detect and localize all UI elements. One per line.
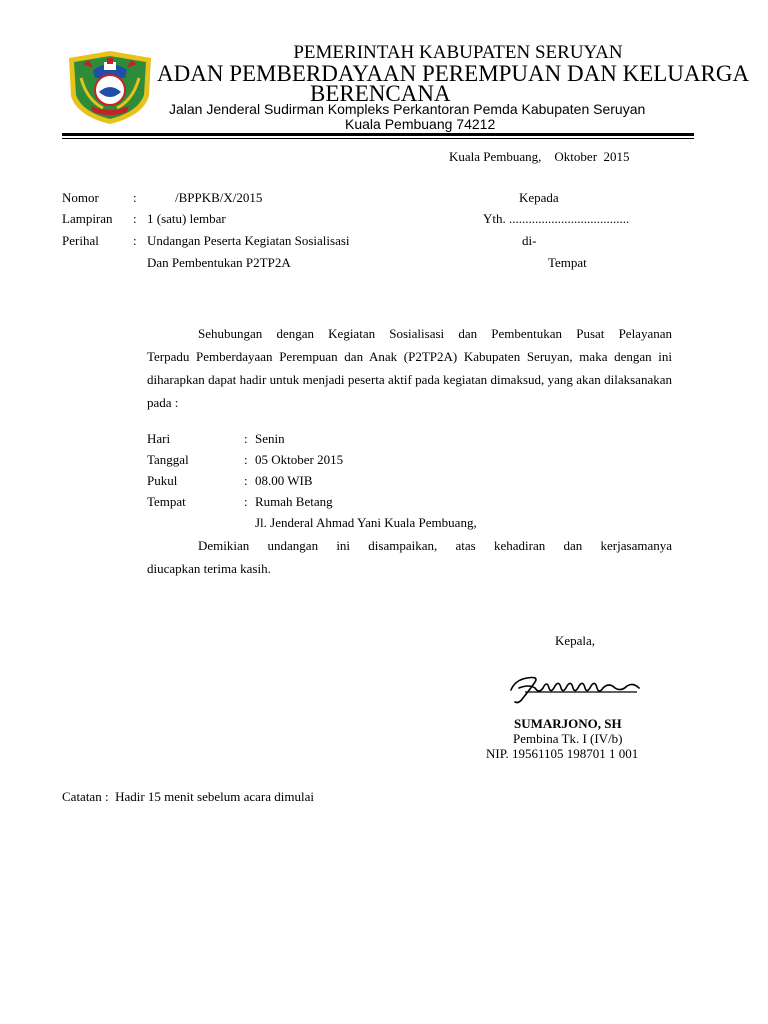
letterhead-line1: PEMERINTAH KABUPATEN SERUYAN <box>293 42 623 63</box>
detail-tanggal-colon: : <box>244 452 248 467</box>
detail-tempat-colon: : <box>244 494 248 509</box>
place-date: Kuala Pembuang, Oktober 2015 <box>449 149 630 164</box>
detail-tempat-value: Rumah Betang <box>255 494 333 509</box>
signature-title: Kepala, <box>555 633 596 648</box>
closing-first-line: Demikian undangan ini disampaikan, atas kehadiran dan kerjasamanya <box>198 538 672 553</box>
signature-nip: NIP. 19561105 198701 1 001 <box>486 746 639 761</box>
detail-hari-value: Senin <box>255 431 285 446</box>
letterhead-line3: BERENCANA <box>310 81 451 106</box>
nomor-colon: : <box>133 190 137 205</box>
detail-pukul-label: Pukul <box>147 473 178 488</box>
letterhead-address2: Kuala Pembuang 74212 <box>345 116 496 132</box>
signature-name: SUMARJONO, SH <box>514 716 622 731</box>
recipient-di: di- <box>522 233 537 248</box>
letterhead-address1: Jalan Jenderal Sudirman Kompleks Perkantoran Pemda Kabupaten Seruyan <box>169 101 646 117</box>
recipient-kepada: Kepada <box>519 190 559 205</box>
body-paragraph <box>147 322 672 414</box>
recipient-tempat: Tempat <box>548 255 587 270</box>
perihal-label: Perihal <box>62 233 99 248</box>
recipient-yth: Yth. ..................................... <box>483 211 630 226</box>
lampiran-value: 1 (satu) lembar <box>147 211 226 226</box>
detail-pukul-colon: : <box>244 473 248 488</box>
perihal-value-line1: Undangan Peserta Kegiatan Sosialisasi <box>147 233 350 248</box>
perihal-colon: : <box>133 233 137 248</box>
letterhead-divider-thick <box>62 133 694 136</box>
detail-tanggal-label: Tanggal <box>147 452 189 467</box>
detail-hari-colon: : <box>244 431 248 446</box>
lampiran-colon: : <box>133 211 137 226</box>
letterhead-line2: ADAN PEMBERDAYAAN PEREMPUAN DAN KELUARGA <box>157 61 750 86</box>
body-paragraph-rest: Terpadu Pemberdayaan Perempuan dan Anak (P2TP2A) Kabupaten Seruyan, maka dengan ini diharapkan dapat hadir untuk menjadi peserta aktif pada kegiatan dimaksud, yang akan dilaksanakan pada : <box>147 349 672 410</box>
nomor-label: Nomor <box>62 190 99 205</box>
note: Catatan : Hadir 15 menit sebelum acara dimulai <box>62 789 314 804</box>
perihal-value-line2: Dan Pembentukan P2TP2A <box>147 255 291 270</box>
detail-tempat-label: Tempat <box>147 494 186 509</box>
closing-paragraph <box>147 534 672 580</box>
signature-rank: Pembina Tk. I (IV/b) <box>513 731 623 746</box>
closing-rest: diucapkan terima kasih. <box>147 561 271 576</box>
detail-tanggal-value: 05 Oktober 2015 <box>255 452 344 467</box>
handwritten-signature <box>505 668 645 710</box>
detail-pukul-value: 08.00 WIB <box>255 473 313 488</box>
nomor-value: /BPPKB/X/2015 <box>175 190 263 205</box>
detail-address-line: Jl. Jenderal Ahmad Yani Kuala Pembuang, <box>255 515 477 530</box>
lampiran-label: Lampiran <box>62 211 113 226</box>
letterhead-divider-thin <box>62 138 694 139</box>
body-paragraph-first-line: Sehubungan dengan Kegiatan Sosialisasi dan Pembentukan Pusat Pelayanan <box>198 326 672 341</box>
detail-hari-label: Hari <box>147 431 171 446</box>
